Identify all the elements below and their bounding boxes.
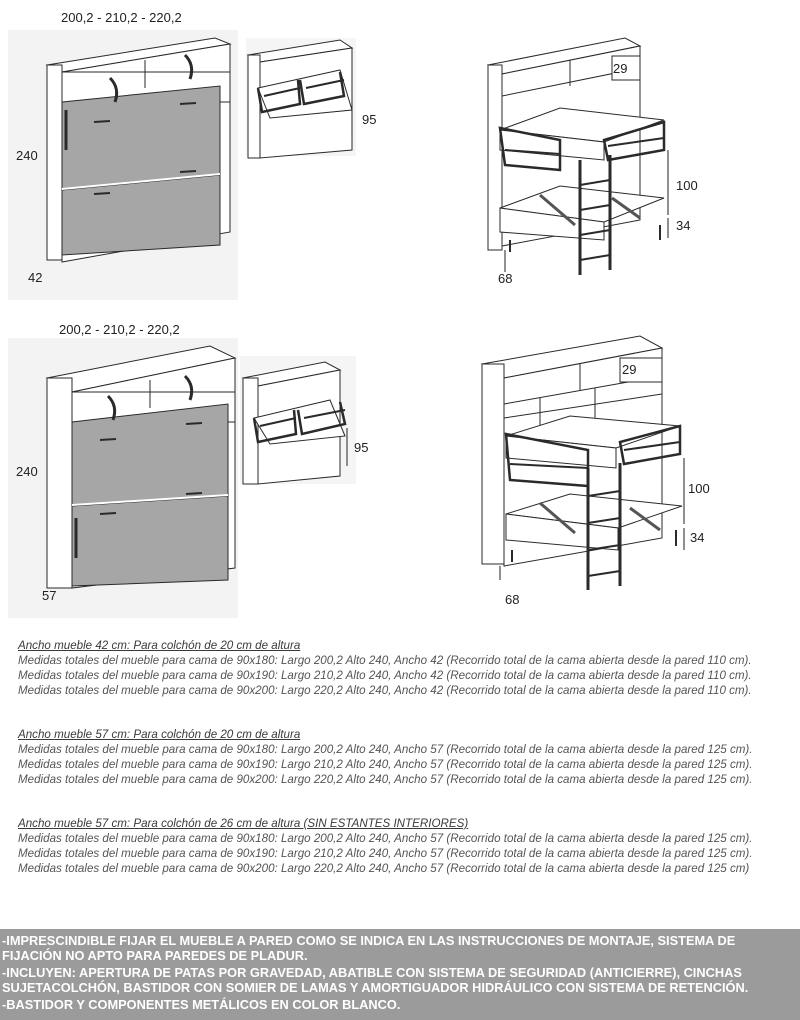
spec-block-57cm-26 xyxy=(18,816,788,876)
depth-label: 57 xyxy=(42,588,57,603)
depth-label: 42 xyxy=(28,270,43,285)
spec-block-42cm xyxy=(18,638,788,698)
spec-line: Medidas totales del mueble para cama de 90x180: Largo 200,2 Alto 240, Ancho 57 (Recorrido total de la cama abierta desde la pared 125 cm). xyxy=(18,832,753,845)
spec-title: Ancho mueble 57 cm: Para colchón de 26 cm de altura (SIN ESTANTES INTERIORES) xyxy=(18,817,469,830)
spec-line: Medidas totales del mueble para cama de 90x200: Largo 220,2 Alto 240, Ancho 42 (Recorrido total de la cama abierta desde la pared 110 cm). xyxy=(18,684,752,697)
shelf-label: 29 xyxy=(622,362,637,377)
footer-note-fixing: -IMPRESCINDIBLE FIJAR EL MUEBLE A PARED COMO SE INDICA EN LAS INSTRUCCIONES DE MONTAJE, SISTEMA DE FIJACIÓN NO APTO PARA PAREDES DE PLADUR. xyxy=(2,933,736,963)
spec-line: Medidas totales del mueble para cama de 90x190: Largo 210,2 Alto 240, Ancho 42 (Recorrido total de la cama abierta desde la pared 110 cm). xyxy=(18,669,752,682)
spec-line: Medidas totales del mueble para cama de 90x180: Largo 200,2 Alto 240, Ancho 42 (Recorrido total de la cama abierta desde la pared 110 cm). xyxy=(18,654,752,667)
spec-line: Medidas totales del mueble para cama de 90x190: Largo 210,2 Alto 240, Ancho 57 (Recorrido total de la cama abierta desde la pared 125 cm). xyxy=(18,758,753,771)
closed-cabinet-42 xyxy=(47,38,230,262)
diagram-42cm xyxy=(0,0,800,300)
specifications xyxy=(18,638,788,905)
diagram-57cm xyxy=(0,318,800,618)
shelf-label: 29 xyxy=(613,61,628,76)
lengths-label: 200,2 - 210,2 - 220,2 xyxy=(61,10,182,25)
projection-label: 68 xyxy=(505,592,520,607)
spec-line: Medidas totales del mueble para cama de 90x200: Largo 220,2 Alto 240, Ancho 57 (Recorrido total de la cama abierta desde la pared 125 cm) xyxy=(18,862,750,875)
spec-title: Ancho mueble 57 cm: Para colchón de 20 cm de altura xyxy=(18,728,301,741)
footer-note-color: -BASTIDOR Y COMPONENTES METÁLICOS EN COLOR BLANCO. xyxy=(2,997,401,1012)
lower-bed-label: 34 xyxy=(676,218,691,233)
lengths-label: 200,2 - 210,2 - 220,2 xyxy=(59,322,180,337)
open-bunk-57 xyxy=(482,336,682,590)
spec-line: Medidas totales del mueble para cama de 90x200: Largo 220,2 Alto 240, Ancho 57 (Recorrido total de la cama abierta desde la pared 125 cm). xyxy=(18,773,753,786)
footer-notes xyxy=(0,929,800,1020)
projection-label: 68 xyxy=(498,271,513,286)
closed-cabinet-57 xyxy=(47,346,235,588)
upper-bed-label: 100 xyxy=(688,481,710,496)
height-label: 240 xyxy=(16,464,38,479)
bed-frame-label: 95 xyxy=(354,440,369,455)
figure-57cm xyxy=(0,318,800,618)
spec-line: Medidas totales del mueble para cama de 90x180: Largo 200,2 Alto 240, Ancho 57 (Recorrido total de la cama abierta desde la pared 125 cm). xyxy=(18,743,753,756)
open-cabinet-side-57 xyxy=(240,356,356,484)
spec-title: Ancho mueble 42 cm: Para colchón de 20 cm de altura xyxy=(18,639,301,652)
lower-bed-label: 34 xyxy=(690,530,705,545)
open-bunk-42 xyxy=(488,38,664,275)
spec-line: Medidas totales del mueble para cama de 90x190: Largo 210,2 Alto 240, Ancho 57 (Recorrido total de la cama abierta desde la pared 125 cm). xyxy=(18,847,753,860)
height-label: 240 xyxy=(16,148,38,163)
open-cabinet-side-42 xyxy=(246,38,356,158)
footer-note-includes: -INCLUYEN: APERTURA DE PATAS POR GRAVEDAD, ABATIBLE CON SISTEMA DE SEGURIDAD (ANTICIERRE), CINCHAS SUJETACOLCHÓN, BASTIDOR CON SOMIER DE LAMAS Y AMORTIGUADOR HIDRÁULICO CON SISTEMA DE RETENCIÓN. xyxy=(2,965,749,995)
bed-frame-label: 95 xyxy=(362,112,377,127)
upper-bed-label: 100 xyxy=(676,178,698,193)
spec-block-57cm-20 xyxy=(18,727,788,787)
figure-42cm xyxy=(0,0,800,300)
